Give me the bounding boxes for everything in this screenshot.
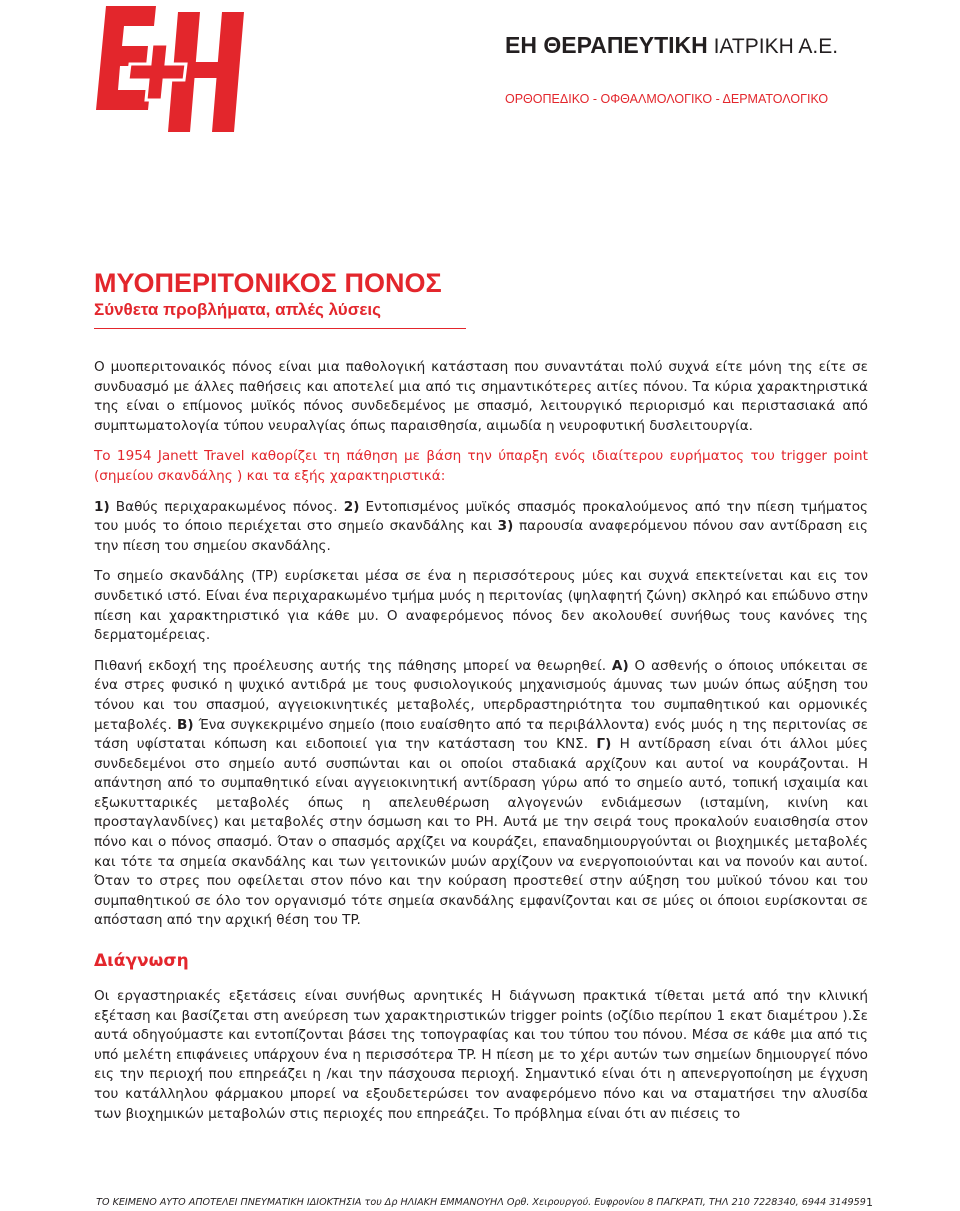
origin-marker-a: Α) xyxy=(611,657,629,674)
company-name-bold: ΕΗ ΘΕΡΑΠΕΥΤΙΚΗ xyxy=(505,32,708,58)
origin-text-4: Η αντίδραση είναι ότι άλλοι μύες συνδεδεμένοι στο σημείο αυτό συσπώνται και οι οποίοι σταδιακά αρχίζουν και αυτοί να κουράζονται. Η απάντηση από το συμπαθητικό είναι αγγειοκινητική αντίδραση γύρω από το σημείο αυτό, τοπική ισχαιμία και εξωκυτταρικές μεταβολές όπως η απελευθέρωση αλγογενών ενδιάμεσων (ισταμίνη, κινίνη και προσταγλανδίνες) και μεταβολές στην όσμωση και το PH. Αυτά με την σειρά τους προκαλούν ευαισθησία στον πόνο και ο πόνος σπασμό. Όταν ο σπασμός αρχίζει να κουράζει, επαναδημιουργούνται οι βιοχημικές μεταβολές και τότε τα σημεία σκανδάλης και των γειτονικών μυών αρχίζουν να ενεργοποιούνται και να πονούν και αυτοί. Όταν το στρες που οφείλεται στον πόνο και την κούραση προστεθεί στην αύξηση του μυϊκού τόνου και του συμπαθητικού σε όλο τον οργανισμό τότε σημεία σκανδάλης εμφανίζονται και σε μύες οι όποιοι ευρίσκονται σε απόσταση από την αρχική θέση του TP. xyxy=(94,736,868,929)
origin-paragraph xyxy=(94,657,868,931)
page-number: 1 xyxy=(866,1196,873,1209)
characteristic-1-number: 1) xyxy=(94,498,110,515)
origin-text-1: Πιθανή εκδοχή της προέλευσης αυτής της πάθησης μπορεί να θεωρηθεί. xyxy=(94,657,612,674)
article-title: ΜΥΟΠΕΡΙΤΟΝΙΚΟΣ ΠΟΝΟΣ xyxy=(94,268,442,298)
trigger-point-paragraph: Το σημείο σκανδάλης (TP) ευρίσκεται μέσα σε ένα η περισσότερους μύες και συχνά επεκτείνεται και εις τον συνδετικό ιστό. Είναι ένα περιχαρακωμένο τμήμα μυός η περιτονίας (ψηλαφητή ζώνη) σκληρό και επώδυνο στην πίεση και χαρακτηριστικό για κάθε μυ. Ο αναφερόμενος πόνος δεν ακολουθεί συνήθως τους κανόνες της δερματομέρειας. xyxy=(94,568,868,644)
title-divider xyxy=(94,328,466,329)
characteristic-2-text: Εντοπισμένος μυϊκός σπασμός προκαλούμενος από την πίεση τμήματος του μυός το όποιο περιέχεται στο σημείο σκανδάλης και xyxy=(94,498,868,535)
article-body xyxy=(94,358,868,1135)
article-subtitle: Σύνθετα προβλήματα, απλές λύσεις xyxy=(94,300,381,319)
characteristic-2-number: 2) xyxy=(343,498,360,515)
characteristic-1-text: Βαθύς περιχαρακωμένος πόνος. xyxy=(109,498,344,515)
diagnosis-paragraph: Οι εργαστηριακές εξετάσεις είναι συνήθως αρνητικές Η διάγνωση πρακτικά τίθεται μετά από την κλινική εξέταση και βασίζεται στη ανεύρεση των χαρακτηριστικών trigger points (οζίδιο περίπου 1 εκατ διαμέτρου ).Σε αυτά οδηγούμαστε και εντοπίζονται βάσει της τοπογραφίας και του τύπου του πόνου. Μέσα σε κάθε μια από τις υπό μελέτη επιφάνειες υπάρχουν ένα η περισσότερα TP. Η πίεση με το χέρι αυτών των σημείων δημιουργεί πόνο εις την περιοχή που επηρεάζει η /και την πάσχουσα περιοχή. Σημαντικό είναι ότι η απενεργοποίηση με έγχυση του κατάλληλου φάρμακου μπορεί να εξουδετερώσει τον αναφερόμενο πόνο και να σταματήσει την αλυσίδα των βιοχημικών μεταβολών στις περιοχές που επηρεάζει. Το πρόβλημα είναι ότι αν πιέσεις το xyxy=(94,988,868,1122)
company-specialties: ΟΡΘΟΠΕΔΙΚΟ - ΟΦΘΑΛΜΟΛΟΓΙΚΟ - ΔΕΡΜΑΤΟΛΟΓΙΚΟ xyxy=(505,92,829,106)
characteristics-paragraph xyxy=(94,498,868,557)
company-name xyxy=(505,32,838,59)
logo xyxy=(82,4,244,134)
janett-paragraph: Το 1954 Janett Travel καθορίζει τη πάθηση με βάση την ύπαρξη ενός ιδιαίτερου ευρήματος του trigger point (σημείου σκανδάλης ) και τα εξής χαρακτηριστικά: xyxy=(94,448,868,484)
origin-text-3: Ένα συγκεκριμένο σημείο (ποιο ευαίσθητο από τα περιβάλλοντα) ενός μυός η της περιτονίας σε τάση υφίσταται κόπωση και ειδοποιεί για την κατάσταση του ΚΝΣ. xyxy=(94,716,868,753)
origin-text-2: Ο ασθενής ο όποιος υπόκειται σε ένα στρες φυσικό η ψυχικό αντιδρά με τους φυσιολογικούς μηχανισμούς άμυνας των μυών όπως αύξηση του τόνου και του σπασμού, αγγειοκινητικές μεταβολές, υπερδραστηριότητα του συμπαθητικού και ορμονικές μεταβολές. xyxy=(94,657,869,733)
characteristic-3-number: 3) xyxy=(497,518,514,535)
logo-mark xyxy=(82,4,244,134)
footer-copyright: ΤΟ ΚΕΙΜΕΝΟ ΑΥΤΟ ΑΠΟΤΕΛΕΙ ΠΝΕΥΜΑΤΙΚΗ ΙΔΙΟΚΤΗΣΙΑ του Δρ ΗΛΙΑΚΗ ΕΜΜΑΝΟΥΗΛ Ορθ. Χειρουργού. Ευφρονίου 8 ΠΑΓΚΡΑΤΙ, ΤΗΛ 210 7228340, 6944 314959 xyxy=(96,1197,866,1208)
diagnosis-heading: Διάγνωση xyxy=(94,951,189,972)
origin-marker-b: Β) xyxy=(176,716,194,733)
intro-paragraph: Ο μυοπεριτοναικός πόνος είναι μια παθολογική κατάσταση που συναντάται πολύ συχνά είτε μόνη της είτε σε συνδυασμό με άλλες παθήσεις και αποτελεί μια από τις σημαντικότερες αιτίες πόνου. Τα κύρια χαρακτηριστικά της είναι ο επίμονος μυϊκός πόνος συνδεδεμένος με σπασμό, λειτουργικό περιορισμό και περιστασιακά από συμπτωματολογία τύπου νευραλγίας όπως παραισθησία, αιμωδία η νευροφυτική δυσλειτουργία. xyxy=(94,359,868,434)
company-name-rest: ΙΑΤΡΙΚΗ Α.Ε. xyxy=(707,35,839,58)
origin-marker-c: Γ) xyxy=(596,736,612,753)
characteristic-3-text: παρουσία αναφερόμενου πόνου σαν αντίδραση εις την πίεση του σημείου σκανδάλης. xyxy=(94,518,868,554)
